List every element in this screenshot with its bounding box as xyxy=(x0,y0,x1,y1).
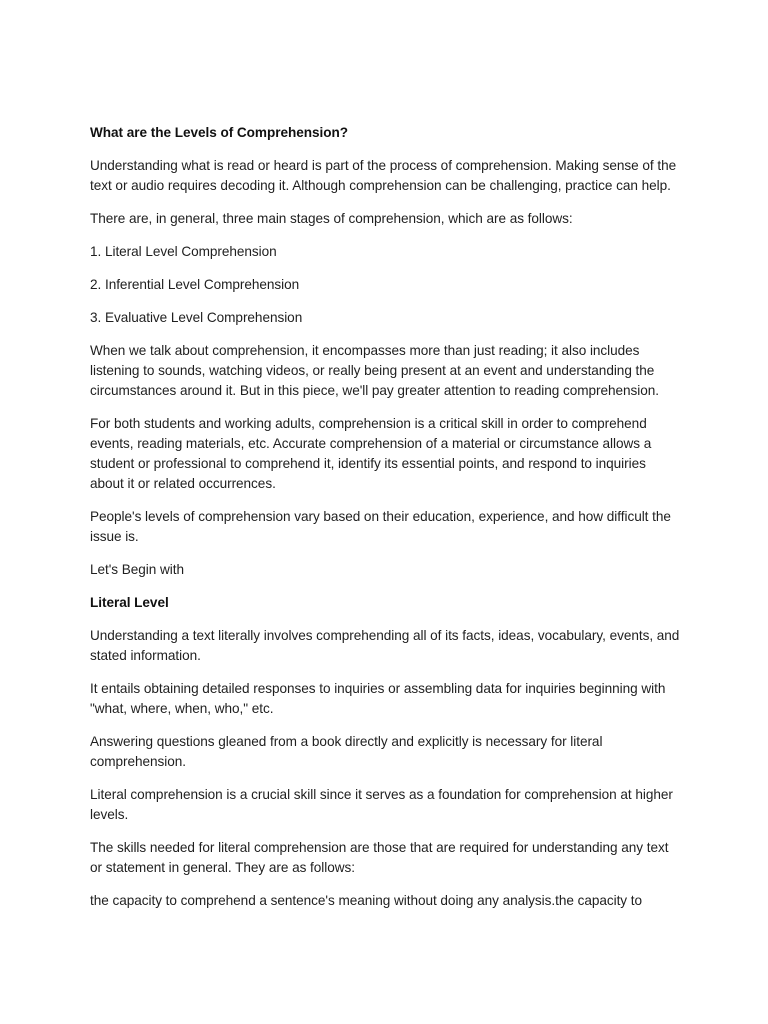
paragraph-begin: Let's Begin with xyxy=(90,562,184,577)
paragraph-literal-questions: Answering questions gleaned from a book directly and explicitly is necessary for literal comprehension. xyxy=(90,734,603,769)
paragraph-levels-vary: People's levels of comprehension vary based on their education, experience, and how difficult the issue is. xyxy=(90,509,671,544)
paragraph-literal-skills: The skills needed for literal comprehension are those that are required for understanding any text or statement in general. They are as follows: xyxy=(90,840,669,875)
paragraph-critical-skill: For both students and working adults, comprehension is a critical skill in order to comprehend events, reading materials, etc. Accurate comprehension of a material or circumstance allows a student or professional to comprehend it, identify its essential points, and respond to inquiries about it or related occurrences. xyxy=(90,416,652,491)
paragraph-literal-capacity: the capacity to comprehend a sentence's meaning without doing any analysis.the capacity to xyxy=(90,893,643,908)
list-item-evaluative: 3. Evaluative Level Comprehension xyxy=(90,310,303,325)
paragraph-literal-foundation: Literal comprehension is a crucial skill since it serves as a foundation for comprehension at higher levels. xyxy=(90,787,673,822)
paragraph-encompasses: When we talk about comprehension, it encompasses more than just reading; it also includes listening to sounds, watching videos, or really being present at an event and understanding the circumstances around it. But in this piece, we'll pay greater attention to reading comprehension. xyxy=(90,343,659,398)
list-item-literal: 1. Literal Level Comprehension xyxy=(90,244,277,259)
section-heading-levels: What are the Levels of Comprehension? xyxy=(90,125,348,140)
list-item-inferential: 2. Inferential Level Comprehension xyxy=(90,277,300,292)
paragraph-literal-definition: Understanding a text literally involves comprehending all of its facts, ideas, vocabulary, events, and stated information. xyxy=(90,628,680,663)
section-heading-literal: Literal Level xyxy=(90,595,169,610)
paragraph-stages: There are, in general, three main stages of comprehension, which are as follows: xyxy=(90,211,573,226)
paragraph-intro: Understanding what is read or heard is part of the process of comprehension. Making sense of the text or audio requires decoding it. Although comprehension can be challenging, practice can help. xyxy=(90,158,677,193)
paragraph-literal-inquiries: It entails obtaining detailed responses to inquiries or assembling data for inquiries beginning with "what, where, when, who," etc. xyxy=(90,681,666,716)
document-body xyxy=(90,123,680,924)
